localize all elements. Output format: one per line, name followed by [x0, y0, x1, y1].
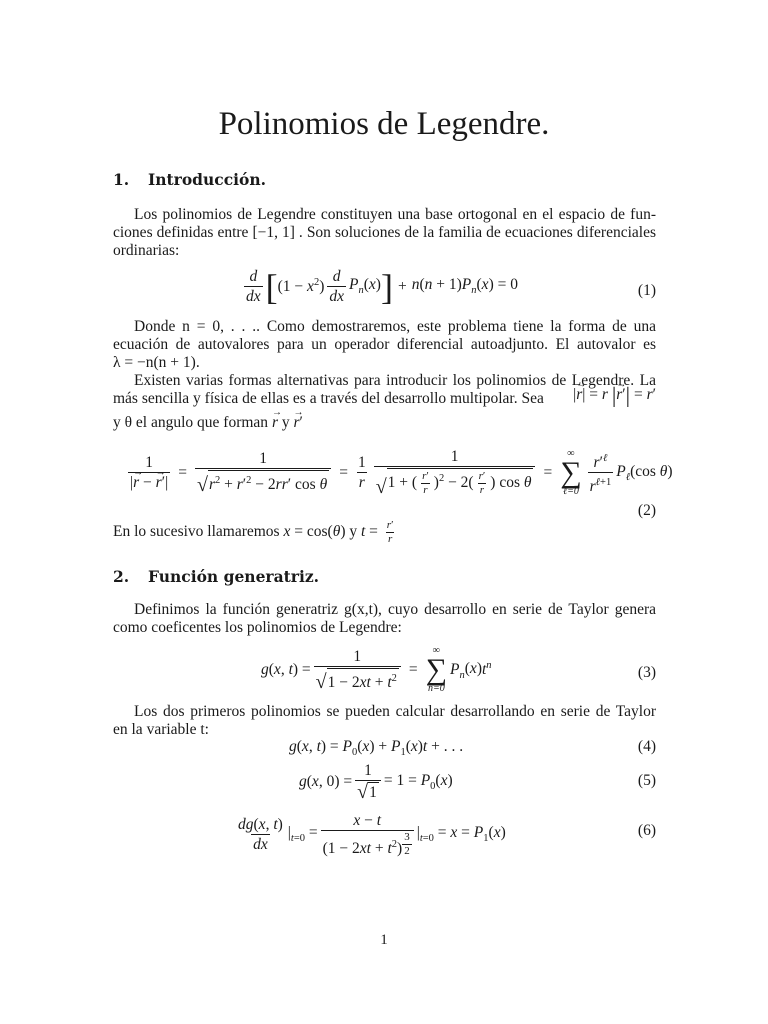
equation-number: (3) [637, 664, 656, 681]
paragraph-gen-2 [113, 703, 656, 739]
summation: ∞ ∑ ℓ=0 [560, 447, 582, 497]
section-heading-introduccion [113, 170, 266, 189]
text-line: Donde n = 0, . . .. Como demostraremos, este problema tiene la forma de una [134, 318, 656, 335]
fraction: $\frac{r'^\ell}{r^{\ell+1}}$ [589, 452, 612, 496]
fraction: $\frac{1}{|\to r - \to r'|}$ [128, 454, 170, 491]
equation-body: g(x, $t) = P_0(x) + P_1(x)t$ + . . . [289, 738, 464, 759]
fraction: 1 √ $r^2 + r'^2 - 2rr'$ cos θ [195, 450, 331, 494]
text-line: como coeficentes los polinomios de Legendre: [113, 619, 402, 636]
fraction: $\frac{dg(x, t)}{dx}$ [238, 816, 283, 854]
equation-1 [113, 268, 656, 314]
section-title: Función generatriz. [148, 567, 320, 586]
text-fragment: En lo sucesivo llamaremos [113, 523, 280, 541]
paragraph-intro-4 [113, 520, 656, 545]
equation-body: $\frac{d}{dx}$ [ $(1 - x^2)$ $\frac{d}{dx}$ $P_n(x)$ ] + $n(n + 1)P_n(x) = 0$ [246, 266, 518, 307]
fraction: $\frac{d}{dx}$ [246, 268, 261, 305]
equation-number: (1) [637, 282, 656, 299]
section-title: Introducción. [148, 170, 267, 189]
equation-body: g(x, t) = 1 √ $1 - 2xt + t^2$ = ∞ ∑ n=0 $P_n(x)t^n$ [261, 645, 492, 694]
section-number: 2. [113, 567, 130, 586]
equation-number: (4) [637, 738, 656, 755]
equation-4 [113, 738, 656, 758]
paragraph-gen-1 [113, 601, 656, 637]
page-number: 1 [380, 932, 388, 948]
equation-2 [113, 447, 673, 519]
text-line: En lo sucesivo llamaremos x = cos(θ) y t = $\frac{r'}{r}$ [113, 519, 394, 545]
section-number: 1. [113, 170, 130, 189]
equation-3 [113, 646, 656, 698]
text-line: Los polinomios de Legendre constituyen una base ortogonal en el espacio de fun- [134, 206, 656, 223]
equation-number: (6) [637, 822, 656, 839]
text-line: Los dos primeros polinomios se pueden calcular desarrollando en serie de Taylor [134, 703, 656, 720]
inline-math-r-modulus: |→ r| = r |→ r′| = r′ [573, 386, 656, 404]
summation: ∞ ∑ n=0 [425, 645, 448, 694]
text-fragment: y θ el angulo que forman [113, 414, 269, 431]
text-line: ecuación de autovalores para un operador diferencial autoadjunto. El autovalor es [113, 336, 656, 353]
left-bracket: [ [265, 266, 278, 307]
text-fragment: más sencilla y física de ellas es a través del desarrollo multipolar. Sea [113, 390, 544, 407]
right-bracket: ] [380, 266, 393, 307]
equation-5 [113, 762, 656, 802]
section-heading-funcion-generatriz [113, 567, 319, 586]
text-line [113, 382, 656, 408]
equation-number: (5) [637, 772, 656, 789]
fraction: 1 √ $1 - 2xt + t^2$ [314, 648, 401, 692]
equation-body: g(x, 0) = 1 √ 1 = $1 = P_0(x)$ [299, 762, 453, 803]
text-line: en la variable t: [113, 721, 209, 738]
fraction: x − t $(1 - 2xt + t^2)$ $^{\frac{3}{2}}$ [321, 812, 414, 857]
fraction: $\frac{d}{dx}$ [329, 268, 344, 305]
text-line: ciones definidas entre [−1, 1] . Son soluciones de la familia de ecuaciones diferenciales [113, 224, 656, 241]
text-line: λ = −n(n + 1). [113, 354, 200, 371]
text-line: Existen varias formas alternativas para introducir los polinomios de Legendre. La [134, 372, 656, 389]
paragraph-intro-2 [113, 318, 656, 372]
equation-6 [113, 812, 656, 858]
text-line: ordinarias: [113, 242, 180, 259]
paragraph-intro-3 [113, 372, 656, 432]
equation-number: (2) [637, 502, 656, 519]
equation-body: $\frac{dg(x, t)}{dx}$ $|_{t=0}$ = x − t $(1 - 2xt + t^2)$ $^{\frac{3}{2}}$ $|_{t=0} = x = P_1(x)$ [238, 812, 506, 858]
fraction: 1 √ 1 + ( $\frac{r'}{r}$ )$^2$ − 2( $\frac{r'}{r}$ ) cos θ [374, 448, 536, 497]
text-line: Definimos la función generatriz g(x,t), cuyo desarrollo en serie de Taylor genera [134, 601, 656, 618]
text-line: y θ el angulo que forman → r y → r′ [113, 414, 656, 432]
paragraph-intro-1 [113, 206, 656, 260]
fraction: 1 √ 1 [355, 762, 381, 802]
page-title: Polinomios de Legendre. [218, 106, 550, 142]
equation-body: $\frac{1}{|\to r - \to r'|}$ = 1 √ $r^2 + r'^2 - 2rr'$ cos θ = $\frac{1}{r}$ 1 √ 1 + ( $\frac{r'}{r}$ )$^2$ − 2( $\frac{r'}{r}$ ) cos θ = ∞ ∑ ℓ=0 $\frac{r'^\ell}{r^{\ell+1}}$ $P_\ell(\cos$ θ) [125, 448, 673, 497]
fraction: $\frac{1}{r}$ [357, 454, 366, 492]
